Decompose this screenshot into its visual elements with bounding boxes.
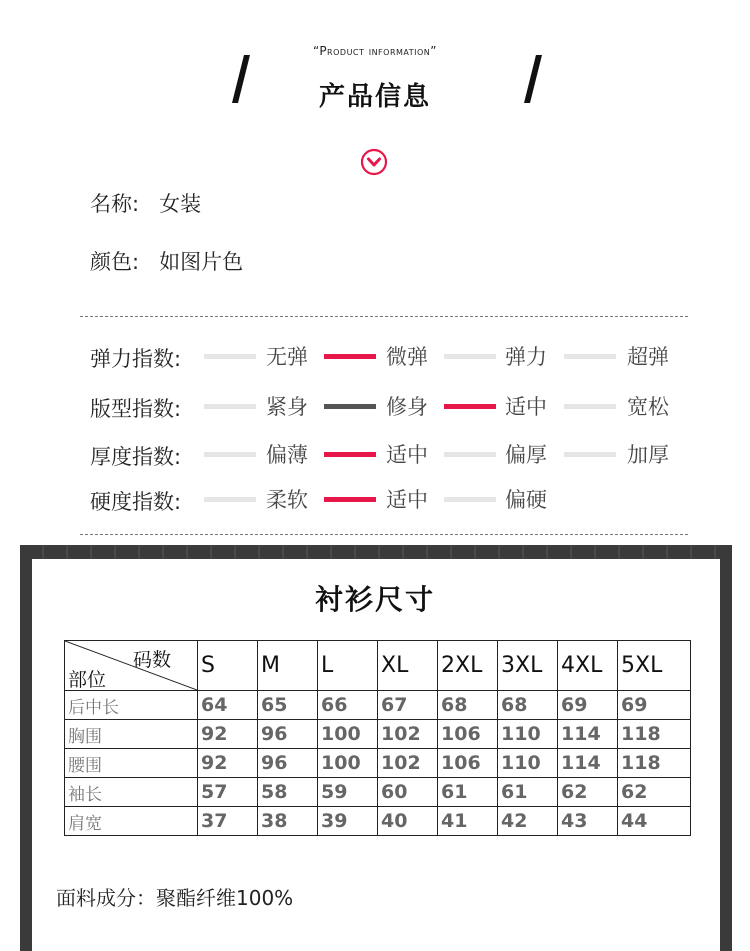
table-corner-cell <box>65 641 198 691</box>
measurement-cell: 92 <box>198 720 258 749</box>
index-option: 弹力 <box>505 345 547 369</box>
index-option: 紧身 <box>266 395 308 419</box>
table-row <box>65 720 691 749</box>
index-bar <box>564 452 616 457</box>
index-bar <box>324 354 376 359</box>
measurement-cell: 68 <box>438 691 498 720</box>
measurement-cell: 106 <box>438 749 498 778</box>
table-row <box>65 778 691 807</box>
measurement-cell: 61 <box>498 778 558 807</box>
row-label: 后中长 <box>65 691 198 720</box>
measurement-cell: 44 <box>618 807 691 836</box>
index-option: 偏硬 <box>505 488 547 512</box>
index-option: 适中 <box>386 443 428 467</box>
frame-border-pattern <box>20 545 732 559</box>
index-bar <box>204 497 256 502</box>
index-option: 柔软 <box>266 488 308 512</box>
measurement-cell: 62 <box>618 778 691 807</box>
english-subtitle: “Product information” <box>312 44 438 58</box>
color-value: 如图片色 <box>159 250 244 274</box>
index-option: 适中 <box>505 395 547 419</box>
section-title: 产品信息 <box>318 82 431 112</box>
size-header-row <box>65 641 691 691</box>
measurement-cell: 100 <box>318 720 378 749</box>
measurement-cell: 110 <box>498 720 558 749</box>
measurement-cell: 96 <box>258 749 318 778</box>
row-label: 肩宽 <box>65 807 198 836</box>
measurement-cell: 102 <box>378 720 438 749</box>
measurement-cell: 40 <box>378 807 438 836</box>
measurement-cell: 106 <box>438 720 498 749</box>
table-row <box>65 749 691 778</box>
measurement-cell: 67 <box>378 691 438 720</box>
measurement-cell: 41 <box>438 807 498 836</box>
index-option: 修身 <box>386 395 428 419</box>
measurement-cell: 38 <box>258 807 318 836</box>
measurement-cell: 92 <box>198 749 258 778</box>
index-label: 厚度指数: <box>90 445 182 469</box>
measurement-cell: 118 <box>618 749 691 778</box>
table-row <box>65 691 691 720</box>
measurement-cell: 69 <box>558 691 618 720</box>
size-header-cell: 4XL <box>558 641 618 691</box>
index-bar <box>204 354 256 359</box>
index-bar <box>324 452 376 457</box>
index-bar <box>324 497 376 502</box>
measurement-cell: 62 <box>558 778 618 807</box>
index-option: 宽松 <box>627 395 669 419</box>
index-label: 版型指数: <box>90 397 182 421</box>
size-header-cell: 5XL <box>618 641 691 691</box>
index-bar <box>204 452 256 457</box>
name-label: 名称: <box>90 192 140 216</box>
corner-size-label: 码数 <box>132 649 171 671</box>
index-option: 超弹 <box>627 345 669 369</box>
row-label: 胸围 <box>65 720 198 749</box>
index-bar <box>204 404 256 409</box>
measurement-cell: 69 <box>618 691 691 720</box>
index-bar <box>324 404 376 409</box>
index-bar <box>564 354 616 359</box>
measurement-cell: 114 <box>558 720 618 749</box>
corner-part-label: 部位 <box>68 669 107 691</box>
measurement-cell: 64 <box>198 691 258 720</box>
size-table <box>64 640 691 836</box>
index-bar <box>444 354 496 359</box>
row-label: 袖长 <box>65 778 198 807</box>
measurement-cell: 61 <box>438 778 498 807</box>
measurement-cell: 37 <box>198 807 258 836</box>
color-row <box>90 246 243 276</box>
measurement-cell: 39 <box>318 807 378 836</box>
measurement-cell: 66 <box>318 691 378 720</box>
material-composition: 面料成分：聚酯纤维100% <box>56 886 294 910</box>
divider-bottom <box>80 534 688 535</box>
measurement-cell: 58 <box>258 778 318 807</box>
measurement-cell: 42 <box>498 807 558 836</box>
measurement-cell: 102 <box>378 749 438 778</box>
size-header-cell: 3XL <box>498 641 558 691</box>
index-bar <box>444 497 496 502</box>
size-header-cell: L <box>318 641 378 691</box>
index-bar <box>444 404 496 409</box>
size-header-cell: S <box>198 641 258 691</box>
index-option: 微弹 <box>386 345 428 369</box>
table-row <box>65 807 691 836</box>
color-label: 颜色: <box>90 250 140 274</box>
divider-top <box>80 316 688 317</box>
size-header-cell: XL <box>378 641 438 691</box>
index-option: 偏薄 <box>266 443 308 467</box>
measurement-cell: 43 <box>558 807 618 836</box>
name-row <box>90 188 201 218</box>
size-header-cell: 2XL <box>438 641 498 691</box>
measurement-cell: 114 <box>558 749 618 778</box>
index-bar <box>564 404 616 409</box>
measurement-cell: 68 <box>498 691 558 720</box>
measurement-cell: 96 <box>258 720 318 749</box>
measurement-cell: 59 <box>318 778 378 807</box>
measurement-cell: 100 <box>318 749 378 778</box>
index-bar <box>444 452 496 457</box>
name-value: 女装 <box>159 192 202 216</box>
measurement-cell: 118 <box>618 720 691 749</box>
index-option: 适中 <box>386 488 428 512</box>
row-label: 腰围 <box>65 749 198 778</box>
size-chart-title: 衬衫尺寸 <box>314 583 435 616</box>
index-option: 偏厚 <box>505 443 547 467</box>
size-header-cell: M <box>258 641 318 691</box>
measurement-cell: 110 <box>498 749 558 778</box>
measurement-cell: 65 <box>258 691 318 720</box>
index-label: 弹力指数: <box>90 347 182 371</box>
measurement-cell: 60 <box>378 778 438 807</box>
measurement-cell: 57 <box>198 778 258 807</box>
index-option: 无弹 <box>266 345 308 369</box>
index-label: 硬度指数: <box>90 490 182 514</box>
index-option: 加厚 <box>627 443 669 467</box>
chevron-down-circle-icon <box>360 148 388 176</box>
